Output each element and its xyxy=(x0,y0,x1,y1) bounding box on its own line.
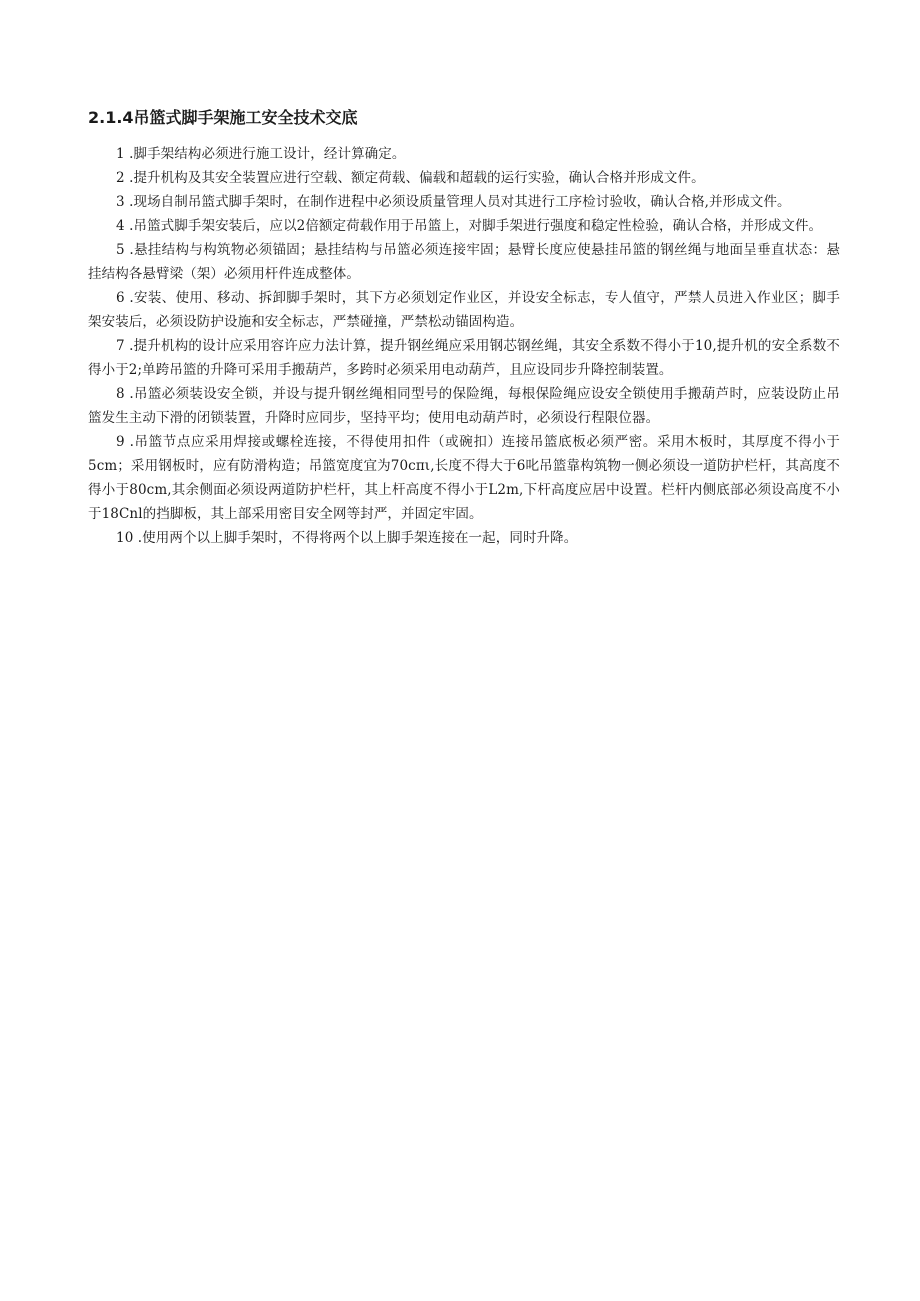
list-item: 8 .吊篮必须装设安全锁，并设与提升钢丝绳相同型号的保险绳，每根保险绳应设安全锁使用手搬葫芦时，应装设防止吊篮发生主动下滑的闭锁装置，升降时应同步，坚持平均；使用电动葫芦时，必须设行程限位器。 xyxy=(88,386,840,426)
list-item: 9 .吊篮节点应采用焊接或螺栓连接，不得使用扣件（或碗扣）连接吊篮底板必须严密。采用木板时，其厚度不得小于5cm；采用钢板时，应有防滑构造；吊篮宽度宜为70cπι,长度不得大于6叱吊篮靠构筑物一侧必须设一道防护栏杆，其高度不得小于80cm,其余侧面必须设两道防护栏杆，其上杆高度不得小于L2m,下杆高度应居中设置。栏杆内侧底部必须设高度不小于18Cnl的挡脚板，其上部采用密目安全网等封严，并固定牢固。 xyxy=(88,434,840,522)
document-body xyxy=(88,106,840,550)
list-item: 5 .悬挂结构与构筑物必须锚固；悬挂结构与吊篮必须连接牢固；悬臂长度应使悬挂吊篮的钢丝绳与地面呈垂直状态：悬挂结构各悬臂梁（架）必须用杆件连成整体。 xyxy=(88,242,840,282)
list-item: 1 .脚手架结构必须进行施工设计，经计算确定。 xyxy=(116,146,406,162)
list-item: 3 .现场自制吊篮式脚手架时，在制作进程中必须设质量管理人员对其进行工序检讨验收，确认合格,并形成文件。 xyxy=(116,194,791,210)
section-heading: 2.1.4吊篮式脚手架施工安全技术交底 xyxy=(88,108,358,127)
list-item: 10 .使用两个以上脚手架时，不得将两个以上脚手架连接在一起，同时升降。 xyxy=(116,530,578,546)
list-item: 6 .安装、使用、移动、拆卸脚手架时，其下方必须划定作业区，并设安全标志，专人值守，严禁人员进入作业区；脚手架安装后，必须设防护设施和安全标志，严禁碰撞，严禁松动锚固构造。 xyxy=(88,290,840,330)
list-item: 7 .提升机构的设计应采用容许应力法计算，提升钢丝绳应采用钢芯钢丝绳，其安全系数不得小于10,提升机的安全系数不得小于2;单跨吊篮的升降可采用手搬葫芦，多跨时必须采用电动葫芦，且应设同步升降控制装置。 xyxy=(88,338,840,378)
list-item: 4 .吊篮式脚手架安装后，应以2倍额定荷载作用于吊篮上，对脚手架进行强度和稳定性检验，确认合格，并形成文件。 xyxy=(116,218,823,234)
list-item: 2 .提升机构及其安全装置应进行空载、额定荷载、偏载和超载的运行实验，确认合格并形成文件。 xyxy=(116,170,705,186)
item-list xyxy=(88,142,840,550)
